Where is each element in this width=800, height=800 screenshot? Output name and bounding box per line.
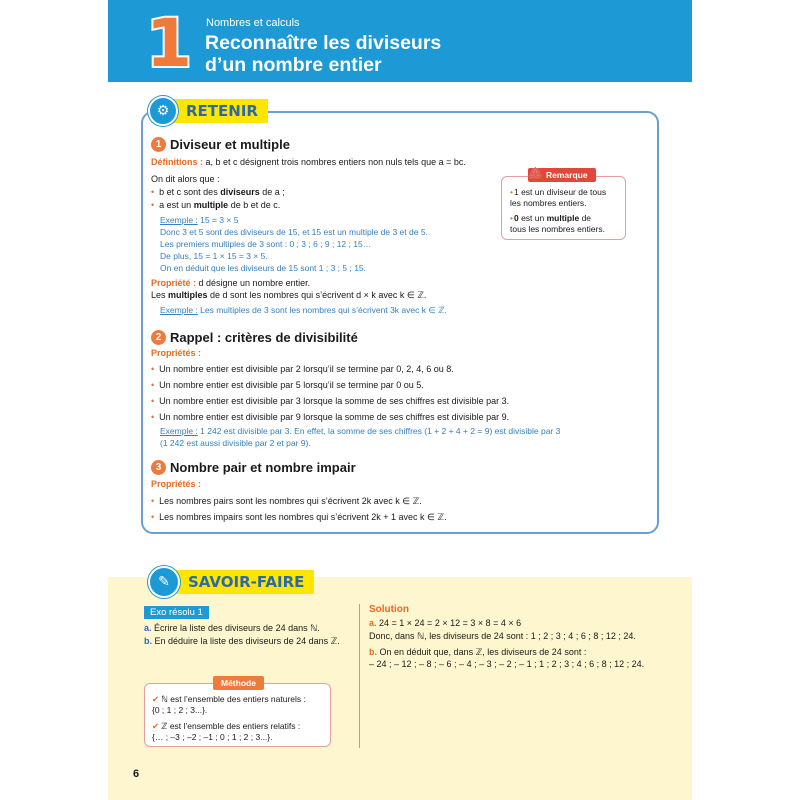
savoir-faire-label: SAVOIR-FAIRE [174, 570, 314, 594]
list-item: • Un nombre entier est divisible par 2 lorsqu’il se termine par 0, 2, 4, 6 ou 8. [151, 364, 454, 374]
list-item: • Un nombre entier est divisible par 5 lorsqu’il se termine par 0 ou 5. [151, 380, 424, 390]
example-1: Exemple : 15 = 3 × 5 Donc 3 et 5 sont des diviseurs de 15, et 15 est un multiple de 3 et de 5. Les premiers multiples de 3 sont : 0 ; 3 ; 6 ; 9 ; 12 ; 15… De plus, 15 = 1 × 15 = 3 × 5. On en déduit que les diviseurs de 15 sont 1 ; 3 ; 5 ; 15. [160, 215, 428, 273]
chapter-number: 1 [146, 5, 192, 82]
chapter-category: Nombres et calculs [206, 17, 300, 29]
list-item: • Les nombres impairs sont les nombres qui s’écrivent 2k + 1 avec k ∈ ℤ. [151, 512, 447, 522]
on-dit: On dit alors que : [151, 174, 220, 184]
column-divider [359, 604, 360, 748]
savoir-faire-tag [148, 566, 314, 598]
bulb-icon: ✎ [148, 566, 180, 598]
section-3-title: 3 Nombre pair et nombre impair [151, 460, 356, 475]
section-1-title: 1 Diviseur et multiple [151, 137, 290, 152]
chapter-title: Reconnaître les diviseurs d’un nombre entier [205, 32, 442, 76]
bullet-multiple: • a est un multiple de b et de c. [151, 200, 281, 210]
solution-b: b. On en déduit que, dans ℤ, les diviseurs de 24 sont : [369, 647, 587, 657]
gears-icon: ⚙ [148, 96, 178, 126]
list-item: • Un nombre entier est divisible par 9 lorsque la somme de ses chiffres est divisible par 9. [151, 412, 510, 422]
propriete: Propriété : d désigne un nombre entier. [151, 278, 311, 288]
solution-b-line2: – 24 ; – 12 ; – 8 ; – 6 ; – 4 ; – 3 ; – 2 ; – 1 ; 1 ; 2 ; 3 ; 4 ; 6 ; 8 ; 12 ; 24. [369, 659, 645, 669]
methode-text: ✔ ℕ est l’ensemble des entiers naturels : {0 ; 1 ; 2 ; 3...}. ✔ ℤ est l’ensemble des entiers relatifs : {… ; –3 ; –2 ; –1 ; 0 ; 1 ; 2 ; 3...}. [152, 694, 306, 742]
proprietes-label: Propriétés : [151, 348, 202, 358]
proprietes-label: Propriétés : [151, 479, 202, 489]
section-2-title: 2 Rappel : critères de divisibilité [151, 330, 358, 345]
warning-icon: ⚠ [529, 165, 542, 181]
remarque-text: •1 est un diviseur de tous les nombres entiers. •0 est un multiple de tous les nombres entiers. [510, 187, 607, 234]
example-3: Exemple : 1 242 est divisible par 3. En effet, la somme de ses chiffres (1 + 2 + 4 + 2 = 9) est divisible par 3 (1 242 est aussi divisible par 2 et par 9). [160, 426, 561, 448]
question-b: b. En déduire la liste des diviseurs de 24 dans ℤ. [144, 636, 340, 646]
section-number: 2 [151, 330, 166, 345]
solution-a: a. 24 = 1 × 24 = 2 × 12 = 3 × 8 = 4 × 6 [369, 618, 522, 628]
retenir-label: RETENIR [172, 99, 268, 123]
methode-box [144, 683, 331, 747]
solution-title: Solution [369, 604, 409, 615]
page [108, 0, 692, 800]
exo-tag: Exo résolu 1 [144, 606, 209, 619]
propriete-multiples: Les multiples de d sont les nombres qui s’écrivent d × k avec k ∈ ℤ. [151, 290, 427, 300]
page-number: 6 [133, 768, 140, 780]
remarque-tag: Remarque [528, 168, 596, 182]
chapter-header [108, 0, 692, 82]
solution-a-line2: Donc, dans ℕ, les diviseurs de 24 sont : 1 ; 2 ; 3 ; 4 ; 6 ; 8 ; 12 ; 24. [369, 631, 636, 641]
remarque-box [501, 176, 626, 240]
list-item: • Les nombres pairs sont les nombres qui s’écrivent 2k avec k ∈ ℤ. [151, 496, 422, 506]
methode-tag: Méthode [213, 676, 264, 690]
example-2: Exemple : Les multiples de 3 sont les nombres qui s’écrivent 3k avec k ∈ ℤ. [160, 305, 447, 315]
section-number: 1 [151, 137, 166, 152]
section-number: 3 [151, 460, 166, 475]
retenir-tag [148, 96, 268, 126]
bullet-diviseurs: • b et c sont des diviseurs de a ; [151, 187, 285, 197]
definitions: Définitions : a, b et c désignent trois nombres entiers non nuls tels que a = bc. [151, 157, 466, 167]
question-a: a. Écrire la liste des diviseurs de 24 dans ℕ. [144, 623, 320, 633]
list-item: • Un nombre entier est divisible par 3 lorsque la somme de ses chiffres est divisible par 3. [151, 396, 510, 406]
